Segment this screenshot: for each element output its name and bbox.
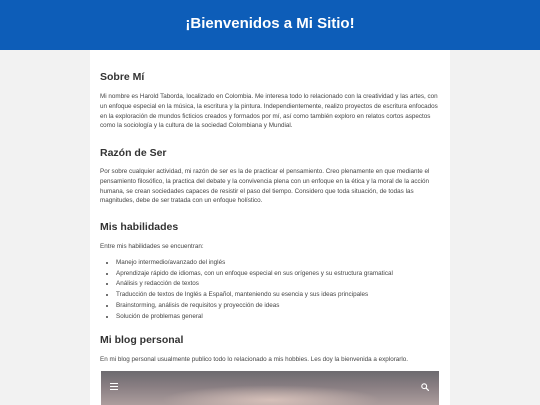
list-item: • Brainstorming, análisis de requisitos y proyección de ideas <box>116 301 450 312</box>
about-text: Mi nombre es Harold Taborda, localizado en Colombia. Me interesa todo lo relacionado con la creatividad y las artes, con un enfoque especial en la música, la escritura y la pintura. Independientemente, realizo proyectos de escritura enfocados en la exploración de mundos ficticios creados y formados por mí, así como también exploro en relatos cortos aspectos como la sociología y la cultura de la sociedad Colombiana y Mundial. <box>100 93 438 130</box>
purpose-text: Por sobre cualquier actividad, mi razón de ser es la de practicar el pensamiento. Creo plenamente en que mediante el pensamiento filosófico, la practica del debate y la convivencia plena con un enfoque en la ética y la moral de la acción humana, se crean sociedades capaces de resistir el paso del tiempo. Considero que toda situación, de todas las magnitudes, debe de ser tratada con un enfoque holístico. <box>100 168 430 205</box>
list-item: • Manejo intermedio/avanzado del inglés <box>116 258 450 269</box>
skills-list <box>100 258 450 322</box>
purpose-heading: Razón de Ser <box>100 147 167 159</box>
blog-text: En mi blog personal usualmente publico todo lo relacionado a mis hobbies. Les doy la bienvenida a explorarlo. <box>100 356 409 363</box>
hamburger-menu-icon[interactable] <box>110 383 118 390</box>
skills-intro: Entre mis habilidades se encuentran: <box>100 243 204 250</box>
list-item: • Solución de problemas general <box>116 312 450 323</box>
main-content <box>90 50 450 405</box>
list-item: • Aprendizaje rápido de idiomas, con un enfoque especial en sus orígenes y su estructura gramatical <box>116 269 450 280</box>
list-item: • Traducción de textos de Inglés a Español, manteniendo su esencia y sus ideas principales <box>116 290 450 301</box>
blog-cover-image <box>161 385 381 405</box>
site-header <box>0 0 540 50</box>
blog-heading: Mi blog personal <box>100 334 184 346</box>
site-title: ¡Bienvenidos a Mi Sitio! <box>185 14 355 32</box>
blog-embed-frame[interactable] <box>101 371 439 405</box>
skills-heading: Mis habilidades <box>100 221 179 233</box>
search-icon[interactable] <box>421 383 429 391</box>
list-item: • Análisis y redacción de textos <box>116 279 450 290</box>
about-heading: Sobre Mí <box>100 71 145 83</box>
